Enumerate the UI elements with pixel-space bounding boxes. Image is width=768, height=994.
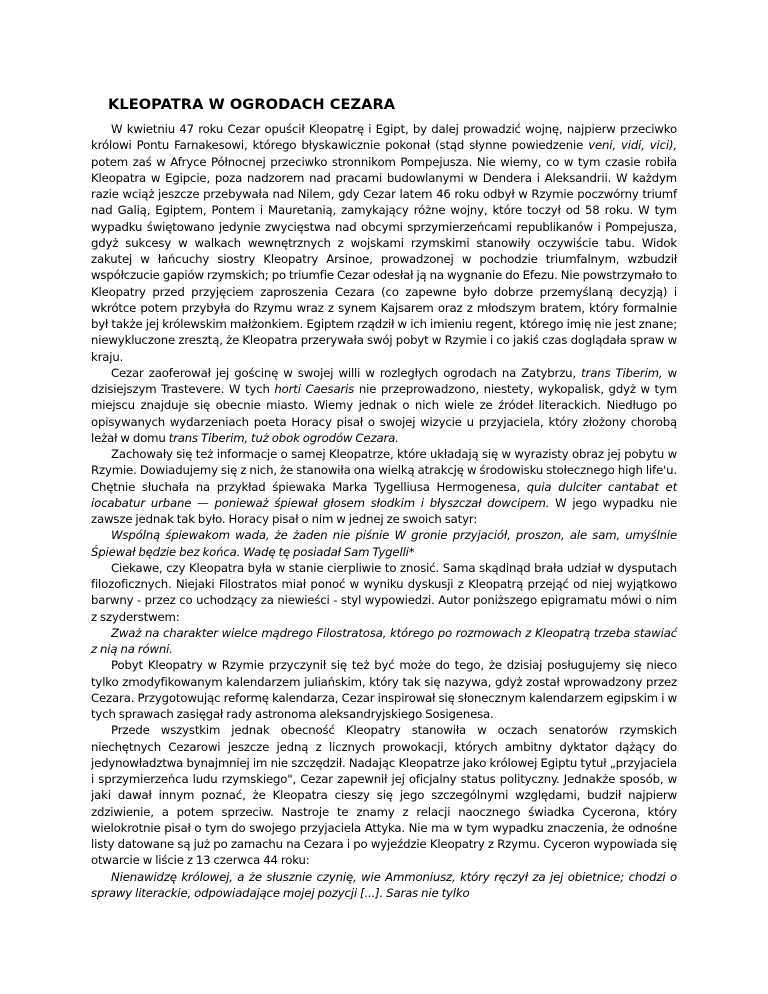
paragraph-text: W jego wypadku nie zawsze jednak tak było. Horacy pisał o nim w jednej ze swoich satyr: <box>91 495 677 526</box>
italic-phrase: veni, vidi, vici), <box>588 138 677 153</box>
paragraph-text: potem zaś w Afryce Północnej przeciwko stronnikom Pompejusza. Nie wiemy, co w tym czasie robiła Kleopatra w Egipcie, poza nadzorem nad pracami budowlanymi w Dendera i Aleksandrii. W każdym razie wciąż jeszcze przebywała nad Nilem, gdy Cezar latem 46 roku odbył w Rzymie poczwórny triumf nad Galią, Egiptem, Pontem i Mauretanią, zamykający różne wojny, które toczył od 58 roku. W tym wypadku świętowano jedynie zwycięstwa nad obcymi sprzymierzeńcami republikanów i Pompejusza, gdyż sukcesy w walkach wewnętrznych z wojskami rzymskimi stanowiły oczywiście tabu. Widok zakutej w łańcuchy siostry Kleopatry Arsinoe, prowadzonej w pochodzie triumfalnym, wzbudził współczucie gapiów rzymskich; po triumfie Cezar odesłał ją na wygnanie do Efezu. Nie powstrzymało to Kleopatry przed przyjęciem zaproszenia Cezara (co zapewne było dobrze przemyślaną decyzją) i wkrótce potem przybyła do Rzymu wraz z synem Kajsarem oraz z młodszym bratem, który formalnie był także jej królewskim małżonkiem. Egiptem rządził w ich imieniu regent, którego imię nie jest znane; niewykluczone zresztą, że Kleopatra przerywała swój pobyt w Rzymie i co jakiś czas doglądała spraw w kraju. <box>91 154 677 364</box>
italic-phrase: trans Tiberim, tuż obok ogrodów Cezara. <box>168 430 399 445</box>
paragraph-6: Przede wszystkim jednak obecność Kleopatry stanowiła w oczach senatorów rzymskich niechętnych Cezarowi jeszcze jedną z licznych prowokacji, których ambitny dyktator dążący do jedynowładztwa bynajmniej im nie szczędził. Nadając Kleopatrze jako królowej Egiptu tytuł „przyjaciela i sprzymierzeńca ludu rzymskiego", Cezar zapewnił jej oficjalny status polityczny. Jednakże sposób, w jaki dawał innym poznać, że Kleopatra cieszy się jego szczególnymi względami, budził najpierw zdziwienie, a potem sprzeciw. Nastroje te znamy z relacji naocznego świadka Cycerona, który wielokrotnie pisał o tym do swojego przyjaciela Attyka. Nie ma w tym wypadku znaczenia, że odnośne listy datowane są już po zamachu na Cezara i po wyjeździe Kleopatry z Rzymu. Cyceron wypowiada się otwarcie w liście z 13 czerwca 44 roku: <box>91 723 677 868</box>
paragraph-text: nie przeprowadzono, niestety, wykopalisk, gdyż w tym miejscu znajduje się obecnie miasto. Wiemy jednak o nich wiele ze źródeł literackich. Niedługo po opisywanych wydarzeniach poeta Horacy pisał o swojej wizycie u przyjaciela, który złożony chorobą leżał w domu <box>91 382 677 445</box>
paragraph-5: Pobyt Kleopatry w Rzymie przyczynił się też być może do tego, że dzisiaj posługujemy się nieco tylko zmodyfikowanym kalendarzem juliańskim, który tak się nazywa, gdyż został wprowadzony przez Cezara. Przygotowując reformę kalendarza, Cezar inspirował się słonecznym kalendarzem egipskim i w tych sprawach zasięgał rady astronoma aleksandryjskiego Sosigenesa. <box>91 658 677 721</box>
paragraph-3 <box>91 446 677 527</box>
paragraph-1 <box>91 121 677 365</box>
paragraph-4: Ciekawe, czy Kleopatra była w stanie cierpliwie to znosić. Sama skądinąd brała udział w dysputach filozoficznych. Niejaki Filostratos miał ponoć w wyniku dyskusji z Kleopatrą przejąć od niej wyjątkowo barwny - przez co uchodzący za niewieści - styl wypowiedzi. Autor poniższego epigramatu mówi o nim z szyderstwem: <box>91 560 677 624</box>
document-title: KLEOPATRA W OGRODACH CEZARA <box>108 96 396 113</box>
paragraph-text: W kwietniu 47 roku Cezar opuścił Kleopatrę i Egipt, by dalej prowadzić wojnę, najpierw przeciwko królowi Pontu Farnakesowi, którego błyskawicznie pokonał (stąd słynne powiedzenie <box>91 122 677 153</box>
italic-phrase: quia dulciter cantabat et iocabatur urbane — ponieważ śpiewał głosem słodkim i błyszczał dowcipem. <box>91 479 677 510</box>
paragraph-2 <box>91 365 677 446</box>
paragraph-text: Zachowały się też informacje o samej Kleopatrze, które układają się w wyrazisty obraz jej pobytu w Rzymie. Dowiadujemy się z nich, że stanowiła ona wielką atrakcję w środowisku stołecznego high life'u. Chętnie słuchała na przykład śpiewaka Marka Tygelliusa Hermogenesa, <box>91 447 677 494</box>
italic-phrase: horti Caesaris <box>274 382 355 396</box>
quote-cicero: Nienawidzę królowej, a że słusznie czynię, wie Ammoniusz, który ręczył za jej obietnice; chodzi o sprawy literackie, odpowiadające mojej pozycji [...]. Saras nie tylko <box>91 869 677 900</box>
quote-satire: Wspólną śpiewakom wada, że żaden nie piśnie W gronie przyjaciół, proszon, ale sam, umyślnie Śpiewał będzie bez końca. Wadę tę posiadał Sam Tygelli* <box>91 528 677 559</box>
document-page <box>91 96 677 901</box>
quote-epigram: Zważ na charakter wielce mądrego Filostratosa, którego po rozmowach z Kleopatrą trzeba stawiać z nią na równi. <box>91 625 677 656</box>
paragraph-text: Cezar zaoferował jej gościnę w swojej willi w rozległych ogrodach na Zatybrzu, <box>111 365 582 380</box>
paragraph-text: w dzisiejszym Trastevere. W tych <box>91 365 678 396</box>
italic-phrase: trans Tiberim, <box>581 365 663 380</box>
